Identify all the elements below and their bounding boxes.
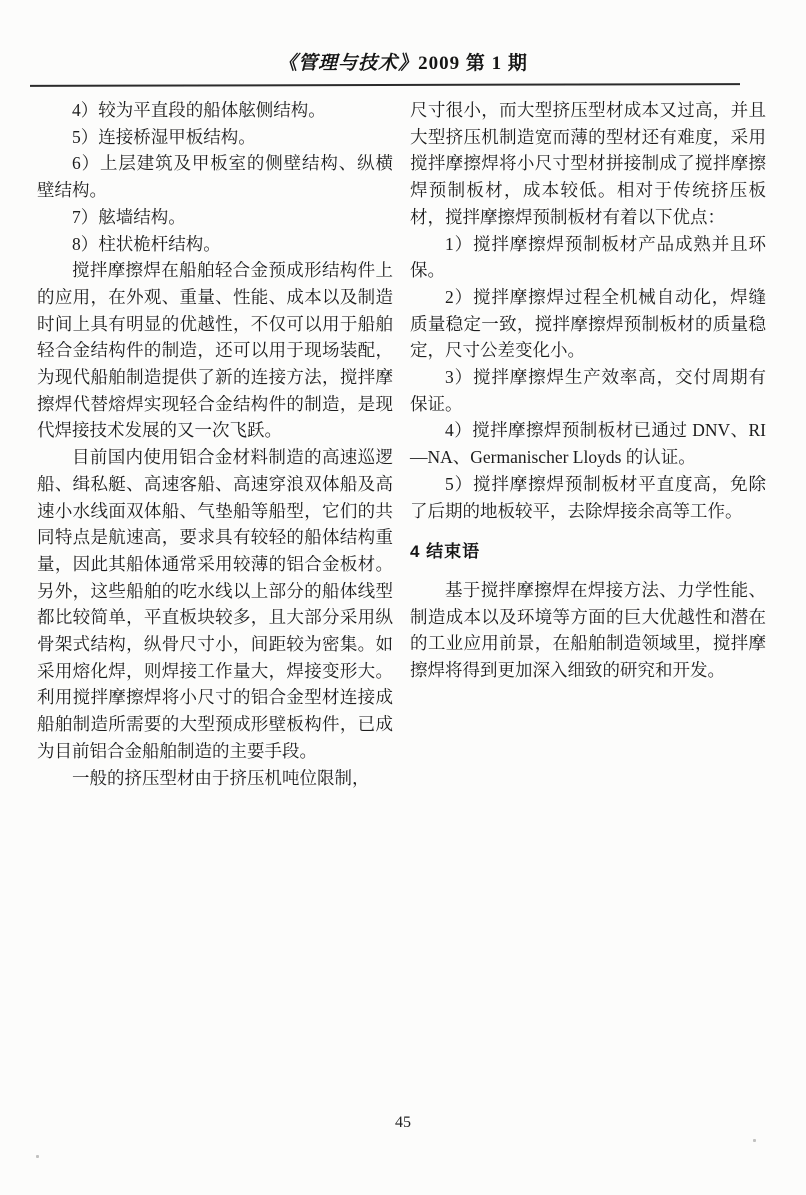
list-item-8: 8）柱状桅杆结构。 bbox=[72, 233, 221, 254]
paragraph-application: 搅拌摩擦焊在船舶轻合金预成形结构件上的应用，在外观、重量、性能、成本以及制造时间上具有明显的优越性，不仅可以用于船舶轻合金结构件的制造，还可以用于现场装配，为现代船舶制造提供了新的连接方法，搅拌摩擦焊代替熔焊实现轻合金结构件的制造，是现代焊接技术发展的又一次飞跃。 bbox=[37, 260, 393, 441]
scan-speck bbox=[753, 1139, 756, 1142]
advantage-item-3: 3）搅拌摩擦焊生产效率高，交付周期有保证。 bbox=[410, 367, 766, 414]
advantage-item-2: 2）搅拌摩擦焊过程全机械自动化，焊缝质量稳定一致，搅拌摩擦焊预制板材的质量稳定，尺寸公差变化小。 bbox=[410, 286, 766, 361]
list-item-6: 6）上层建筑及甲板室的侧壁结构、纵横壁结构。 bbox=[37, 153, 393, 201]
journal-title: 《管理与技术》 bbox=[278, 53, 419, 74]
left-column bbox=[37, 97, 393, 791]
advantage-item-4: 4）搅拌摩擦焊预制板材已通过 DNV、RI—NA、Germanischer Lloyds 的认证。 bbox=[410, 420, 766, 468]
list-item-4: 4）较为平直段的船体舷侧结构。 bbox=[72, 100, 326, 120]
journal-header bbox=[0, 48, 806, 75]
list-item-7: 7）舷墙结构。 bbox=[72, 206, 186, 227]
advantage-item-5: 5）搅拌摩擦焊预制板材平直度高，免除了后期的地板较平，去除焊接余高等工作。 bbox=[410, 473, 766, 521]
journal-issue: 2009 第 1 期 bbox=[418, 53, 528, 74]
paragraph-domestic-ships: 目前国内使用铝合金材料制造的高速巡逻船、缉私艇、高速客船、高速穿浪双体船及高速小水线面双体船、气垫船等船型，它们的共同特点是航速高，要求具有较轻的船体结构重量，因此其船体通常采用较薄的铝合金板材。另外，这些船舶的吃水线以上部分的船体线型都比较简单，平直板块较多，且大部分采用纵骨架式结构，纵骨尺寸小，间距较为密集。如采用熔化焊，则焊接工作量大，焊接变形大。利用搅拌摩擦焊将小尺寸的铝合金型材连接成船舶制造所需要的大型预成形壁板构件，已成为目前铝合金船舶制造的主要手段。 bbox=[37, 447, 393, 761]
advantage-item-1: 1）搅拌摩擦焊预制板材产品成熟并且环保。 bbox=[410, 233, 766, 281]
scan-speck bbox=[36, 1155, 39, 1158]
list-item-5: 5）连接桥湿甲板结构。 bbox=[72, 126, 256, 147]
paragraph-extrusion-intro: 一般的挤压型材由于挤压机吨位限制， bbox=[72, 767, 370, 788]
section-heading-conclusion: 4 结束语 bbox=[410, 542, 481, 562]
paragraph-conclusion: 基于搅拌摩擦焊在焊接方法、力学性能、制造成本以及环境等方面的巨大优越性和潜在的工业应用前景，在船舶制造领域里，搅拌摩擦焊将得到更加深入细致的研究和开发。 bbox=[410, 579, 766, 681]
paragraph-extrusion-continuation: 尺寸很小，而大型挤压型材成本又过高，并且大型挤压机制造宽而薄的型材还有难度，采用搅拌摩擦焊将小尺寸型材拼接制成了搅拌摩擦焊预制板材，成本较低。相对于传统挤压板材，搅拌摩擦焊预制板材有着以下优点： bbox=[410, 100, 766, 227]
right-column bbox=[410, 97, 766, 684]
page-number: 45 bbox=[395, 1114, 411, 1131]
header-rule-divider bbox=[30, 83, 740, 87]
